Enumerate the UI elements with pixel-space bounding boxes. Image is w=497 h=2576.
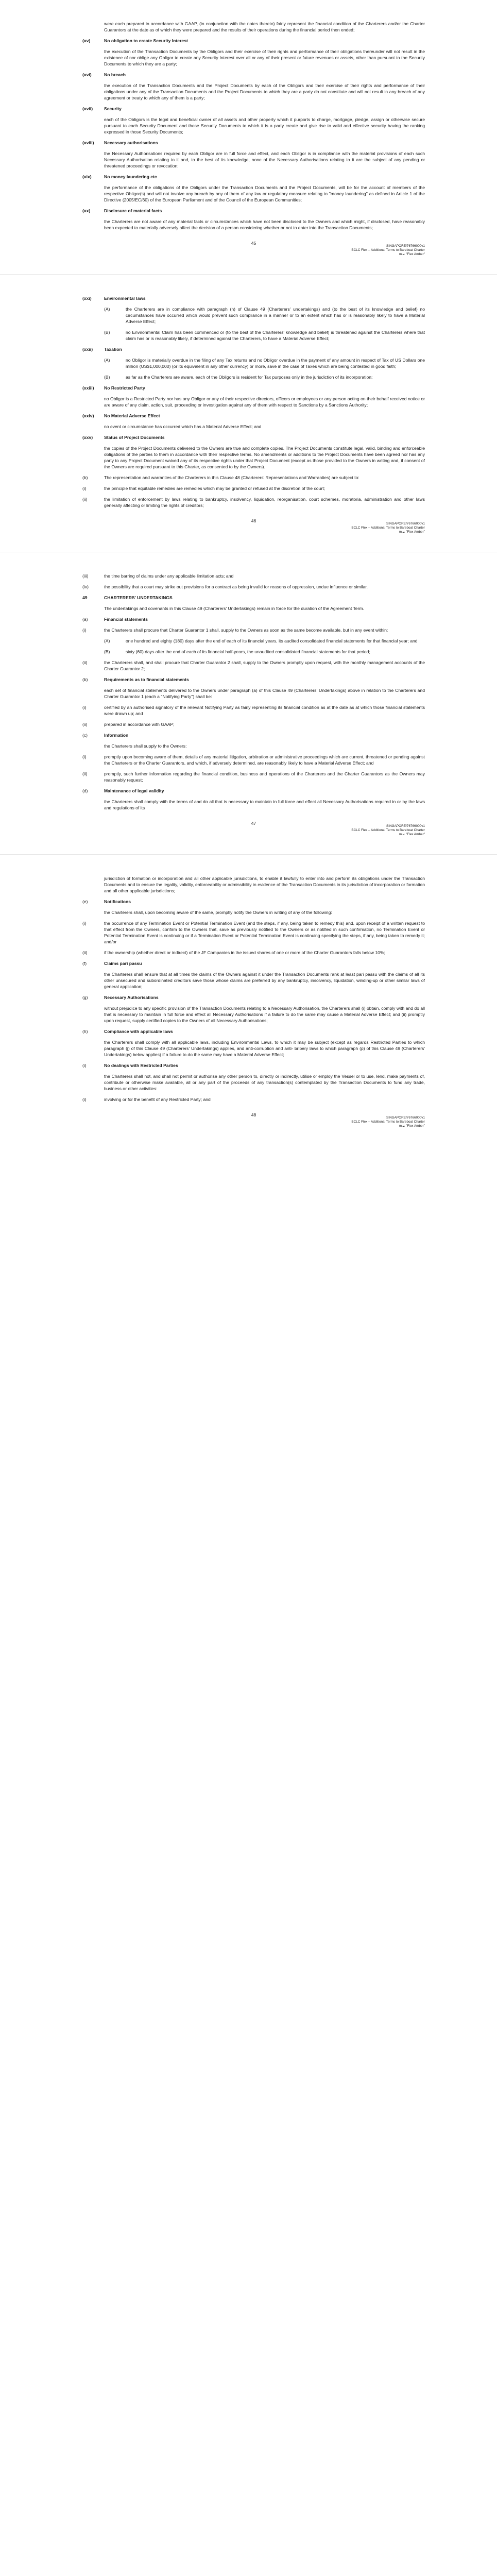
list-item bbox=[82, 704, 425, 717]
subclause-heading bbox=[82, 616, 425, 622]
page-number: 45 bbox=[251, 241, 256, 246]
sub-item bbox=[104, 329, 425, 342]
clause-heading bbox=[82, 38, 425, 44]
clause-number: (xxiii) bbox=[82, 385, 94, 391]
list-item bbox=[82, 920, 425, 945]
sub-item-text: as far as the Charterers are aware, each of the Obligors is resident for Tax purposes only in the jurisdiction of its incorporation; bbox=[126, 375, 373, 380]
sub-item-text: one hundred and eighty (180) days after the end of each of its financial years, its audited consolidated financial statements for that financial year; and bbox=[126, 638, 418, 643]
list-item-number: (ii) bbox=[82, 497, 88, 502]
reference-line: SINGAPORE/76766000v1 bbox=[386, 1116, 425, 1120]
subclause-title: Requirements as to financial statements bbox=[104, 677, 189, 682]
clause-heading bbox=[82, 385, 425, 391]
page-number: 46 bbox=[251, 518, 256, 523]
list-item bbox=[82, 496, 425, 509]
section-title: CHARTERERS' UNDERTAKINGS bbox=[104, 595, 173, 600]
reference-line: BCLC Flex – Additional Terms to Bareboat Charter bbox=[351, 828, 425, 832]
clause-title: Security bbox=[104, 106, 122, 111]
subclause-heading bbox=[82, 676, 425, 683]
list-item-number: (iv) bbox=[82, 584, 89, 589]
list-item-text: if the ownership (whether direct or indirect) of the JF Companies in the issued shares of one or more of the Charter Guarantors falls below 10%; bbox=[104, 950, 385, 955]
body-paragraph: the Charterers shall supply to the Owners: bbox=[104, 743, 187, 749]
page-number: 47 bbox=[251, 821, 256, 826]
subclause-heading bbox=[82, 732, 425, 738]
list-item bbox=[82, 950, 425, 956]
list-item-number: (i) bbox=[82, 754, 87, 759]
clause-number: (xxiv) bbox=[82, 413, 94, 418]
list-item-text: the possibility that a court may strike out provisions for a contract as being invalid for reasons of oppression, undue influence or similar. bbox=[104, 584, 368, 589]
clause-heading bbox=[82, 413, 425, 419]
subclause-letter: (g) bbox=[82, 995, 88, 1000]
document-page bbox=[0, 274, 497, 552]
subclause-letter: (f) bbox=[82, 961, 87, 966]
clause-heading bbox=[82, 434, 425, 440]
list-item-text: The representation and warranties of the Charterers in this Clause 48 (Charterers' Representations and Warranties) are subject to: bbox=[104, 475, 359, 480]
body-paragraph: the copies of the Project Documents delivered to the Owners are true and complete copies. The Project Documents constitute legal, valid, binding and enforceable obligations of the parties to them in accordance with their respective terms. No amendments or additions to the Project Documents have been agreed nor has any party to any Project Document waived any of its respective rights under that Project Document (except as those provided to the Owners in writing and, if consent of the Owners are required pursuant to this Charter, as consented to by the Owners). bbox=[104, 446, 425, 469]
list-item bbox=[82, 721, 425, 727]
subclause-letter: (d) bbox=[82, 788, 88, 793]
list-item bbox=[82, 771, 425, 783]
subclause-heading bbox=[82, 994, 425, 1001]
sub-item-number: (B) bbox=[104, 375, 110, 380]
subclause-title: Notifications bbox=[104, 899, 131, 904]
body-paragraph: jurisdiction of formation or incorporation and all other applicable jurisdictions, to enable it lawfully to enter into and perform its obligations under the Transaction Documents and to ensure the legality, validity, enforceability or admissibility in evidence of the Transaction Documents in its jurisdiction of incorporation or formation and all other applicable jurisdictions; bbox=[104, 876, 425, 893]
body-paragraph: were each prepared in accordance with GAAP, (in conjunction with the notes thereto) fairly represent the financial condition of the Charterers and/or the Charter Guarantors at the date as of which they were prepared and the results of their operations during the financial period then ended; bbox=[104, 21, 425, 32]
clause-title: Taxation bbox=[104, 347, 122, 352]
reference-line: BCLC Flex – Additional Terms to Bareboat Charter bbox=[351, 526, 425, 530]
list-item-text: the occurrence of any Termination Event or Potential Termination Event (and the steps, if any, being taken to remedy this) and, upon receipt of a written request to that effect from the Owners, confirm to the Owners that, save as previously notified to the Owners or as notified in such confirmation, no Termination Event or Potential Termination Event is continuing or if a Termination Event or Potential Termination Event is continuing specifying the steps, if any, being taken to remedy it; and/or bbox=[104, 921, 425, 944]
sub-item bbox=[104, 638, 425, 644]
sub-item-text: the Charterers are in compliance with paragraph (h) of Clause 49 (Charterers' undertakings) and (to the best of its knowledge and belief) no circumstances have occurred which would prevent such compliance in a manner or to an extent which has or is reasonably likely to have a Material Adverse Effect; bbox=[126, 307, 425, 324]
sub-item-text: sixty (60) days after the end of each of its financial half-years, the unaudited consolidated financial statements for that period; bbox=[126, 649, 370, 654]
clause-number: (xvii) bbox=[82, 106, 93, 111]
body-paragraph: the Charterers shall comply with all applicable laws, including Environmental Laws, to which it may be subject (except as regards Restricted Parties to which paragraph (j) of this Clause 49 (Charterers' Undertakings) applies, and anti-corruption and anti- bribery laws to which paragraph (p) of this Clause 49 (Charterers' Undertakings) below applies) if a failure to do the same may have a Material Adverse Effect; bbox=[104, 1040, 425, 1057]
list-item-number: (b) bbox=[82, 475, 88, 480]
list-item bbox=[82, 1096, 425, 1103]
list-item-number: (ii) bbox=[82, 722, 88, 727]
reference-line: m.v. "Flex Amber" bbox=[399, 252, 425, 256]
clause-heading bbox=[82, 346, 425, 352]
list-item-number: (ii) bbox=[82, 950, 88, 955]
body-paragraph: the Charterers shall not, and shall not permit or authorise any other person to, directly or indirectly, utilise or employ the Vessel or to use, lend, make payments of, contribute or otherwise make available, all or any part of the proceeds of any transaction(s) contemplated by the Transaction Documents to fund any trade, business or other activities: bbox=[104, 1074, 425, 1091]
subclause-title: No dealings with Restricted Parties bbox=[104, 1063, 178, 1068]
subclause-title: Necessary Authorisations bbox=[104, 995, 159, 1000]
list-item-text: the limitation of enforcement by laws relating to bankruptcy, insolvency, liquidation, reorganisation, court schemes, moratoria, administration and other laws generally affecting or limiting the rights of creditors; bbox=[104, 497, 425, 508]
clause-title: No Material Adverse Effect bbox=[104, 413, 160, 418]
clause-heading bbox=[82, 208, 425, 214]
clause-number: (xxv) bbox=[82, 435, 93, 440]
sub-item-number: (A) bbox=[104, 358, 110, 363]
list-item-number: (iii) bbox=[82, 573, 89, 579]
body-paragraph: each of the Obligors is the legal and beneficial owner of all assets and other property which it purports to charge, mortgage, pledge, assign or otherwise secure pursuant to each Security Document and those Security Documents to which it is a party create and give rise to valid and effective security having the ranking expressed in those Security Documents; bbox=[104, 117, 425, 134]
reference-line: SINGAPORE/76766000v1 bbox=[386, 824, 425, 828]
subclause-heading bbox=[82, 1028, 425, 1035]
body-paragraph: each set of financial statements delivered to the Owners under paragraph (a) of this Clause 49 (Charterers' Undertakings) above in relation to the Charterers and Charter Guarantor 1 (each a "Notifying Party") shall be: bbox=[104, 688, 425, 699]
subclause-letter: (a) bbox=[82, 617, 88, 622]
document-page bbox=[0, 0, 497, 274]
list-item-text: certified by an authorised signatory of the relevant Notifying Party as fairly representing its financial condition as at the date as at which those financial statements were drawn up; and bbox=[104, 705, 425, 716]
clause-heading bbox=[82, 140, 425, 146]
reference-line: SINGAPORE/76766000v1 bbox=[386, 522, 425, 526]
sub-item bbox=[104, 306, 425, 325]
body-paragraph: the performance of the obligations of the Obligors under the Transaction Documents and the Project Documents, will be for the account of members of the respective Obligor(s) and will not involve any breach by any of them of any law or regulatory measure relating to "money laundering" as defined in Article 1 of the Directive (2005/EC/60) of the European Parliament and of the Council of the European Communities; bbox=[104, 185, 425, 202]
reference-line: m.v. "Flex Amber" bbox=[399, 1124, 425, 1128]
list-item-text: involving or for the benefit of any Restricted Party; and bbox=[104, 1097, 211, 1102]
list-item bbox=[82, 627, 425, 633]
reference-line: BCLC Flex – Additional Terms to Bareboat Charter bbox=[351, 248, 425, 252]
clause-title: Environmental laws bbox=[104, 296, 146, 301]
list-item-number: (i) bbox=[82, 628, 87, 633]
clause-title: No obligation to create Security Interest bbox=[104, 38, 188, 43]
body-paragraph: without prejudice to any specific provision of the Transaction Documents relating to a Necessary Authorisation, the Charterers shall (i) obtain, comply with and do all that is necessary to maintain in full force and effect all Necessary Authorisations if a failure to do the same may cause a Material Adverse Effect; and (ii) promptly upon request, supply certified copies to the Owners of all Necessary Authorisations; bbox=[104, 1006, 425, 1023]
document-reference bbox=[351, 824, 425, 837]
subclause-title: Maintenance of legal validity bbox=[104, 788, 164, 793]
list-item bbox=[82, 573, 425, 579]
document-page bbox=[0, 552, 497, 854]
document bbox=[0, 0, 497, 1146]
reference-line: BCLC Flex – Additional Terms to Bareboat Charter bbox=[351, 1120, 425, 1124]
list-item-number: (i) bbox=[82, 705, 87, 710]
reference-line: SINGAPORE/76766000v1 bbox=[386, 244, 425, 248]
clause-number: (xx) bbox=[82, 208, 91, 213]
clause-heading bbox=[82, 106, 425, 112]
page-footer bbox=[82, 820, 425, 839]
document-reference bbox=[351, 1116, 425, 1128]
clause-title: No money laundering etc bbox=[104, 174, 157, 179]
clause-title: No Restricted Party bbox=[104, 385, 145, 391]
reference-line: m.v. "Flex Amber" bbox=[399, 530, 425, 534]
subclause-letter: (e) bbox=[82, 899, 88, 904]
clause-heading bbox=[82, 295, 425, 301]
clause-number: (xxi) bbox=[82, 296, 92, 301]
list-item-number: (ii) bbox=[82, 771, 88, 776]
sub-item-number: (B) bbox=[104, 330, 110, 335]
clause-title: No breach bbox=[104, 72, 126, 77]
body-paragraph: the Necessary Authorisations required by each Obligor are in full force and effect, and each Obligor is in compliance with the material provisions of each such Necessary Authorisation relating to it and, to the best of its knowledge, none of the Necessary Authorisations relating to it are the subject of any pending or threatened proceedings or revocation; bbox=[104, 151, 425, 168]
subclause-heading bbox=[82, 899, 425, 905]
list-item bbox=[82, 584, 425, 590]
reference-line: m.v. "Flex Amber" bbox=[399, 833, 425, 836]
body-paragraph: the Charterers shall, upon becoming aware of the same, promptly notify the Owners in writing of any of the following: bbox=[104, 910, 332, 915]
body-paragraph: the Charterers are not aware of any material facts or circumstances which have not been disclosed to the Owners and which might, if disclosed, have reasonably been expected to materially adversely affect the decision of a person considering whether or not to enter into the Transaction Documents; bbox=[104, 219, 425, 230]
subclause-heading bbox=[82, 960, 425, 967]
subclause-title: Claims pari passu bbox=[104, 961, 142, 966]
list-item-text: prepared in accordance with GAAP; bbox=[104, 722, 175, 727]
subclause-letter: (c) bbox=[82, 733, 88, 738]
list-item-text: the Charterers shall, and shall procure that Charter Guarantor 2 shall, supply to the Owners promptly upon request, with the monthly management accounts of the Charter Guarantor 2; bbox=[104, 660, 425, 671]
page-footer bbox=[82, 518, 425, 536]
document-page bbox=[0, 854, 497, 1146]
clause-title: Necessary authorisations bbox=[104, 140, 158, 145]
list-item-number: (i) bbox=[82, 921, 87, 926]
subclause-heading bbox=[82, 1062, 425, 1069]
subclause-title: Compliance with applicable laws bbox=[104, 1029, 173, 1034]
list-item-text: promptly, such further information regarding the financial condition, business and operations of the Charterers and the Charter Guarantors as the Owners may reasonably request; bbox=[104, 771, 425, 783]
list-item-text: the Charterers shall procure that Charter Guarantor 1 shall, supply to the Owners as soon as the same become available, but in any event within: bbox=[104, 628, 388, 633]
subclause-letter: (i) bbox=[82, 1063, 87, 1068]
body-paragraph: the Charterers shall comply with the terms of and do all that is necessary to maintain in full force and effect all Necessary Authorisations required in or by the laws and regulations of its bbox=[104, 799, 425, 810]
body-paragraph: the Charterers shall ensure that at all times the claims of the Owners against it under the Transaction Documents rank at least pari passu with the claims of all its other unsecured and subordinated creditors save those whose claims are preferred by any bankruptcy, insolvency, liquidation, winding-up or other similar laws of general application; bbox=[104, 972, 425, 989]
document-reference bbox=[351, 522, 425, 534]
list-item-text: the time barring of claims under any applicable limitation acts; and bbox=[104, 573, 234, 579]
clause-number: (xviii) bbox=[82, 140, 94, 145]
list-item-text: the principle that equitable remedies are remedies which may be granted or refused at the discretion of the court; bbox=[104, 486, 325, 491]
sub-item bbox=[104, 357, 425, 369]
list-item bbox=[82, 485, 425, 492]
body-paragraph: The undertakings and covenants in this Clause 49 (Charterers' Undertakings) remain in force for the duration of the Agreement Term. bbox=[104, 606, 364, 611]
clause-heading bbox=[82, 72, 425, 78]
clause-number: (xix) bbox=[82, 174, 92, 179]
body-paragraph: the execution of the Transaction Documents and the Project Documents by each of the Obligors and their exercise of their rights and performance of their obligations under any of the Transaction Documents and the Project Documents to which they are a party do not constitute and will not result in any breach of any agreement or treaty to which any of them is a party; bbox=[104, 83, 425, 100]
clause-heading bbox=[82, 174, 425, 180]
sub-item-text: no Environmental Claim has been commenced or (to the best of the Charterers' knowledge and belief) is threatened against the Charterers where that claim has or is reasonably likely, if determined against the Charterers, to have a Material Adverse Effect; bbox=[126, 330, 425, 341]
sub-item bbox=[104, 649, 425, 655]
page-footer bbox=[82, 1112, 425, 1130]
subclause-heading bbox=[82, 788, 425, 794]
list-item-number: (i) bbox=[82, 1097, 87, 1102]
list-item-number: (i) bbox=[82, 486, 87, 491]
list-item-number: (ii) bbox=[82, 660, 88, 665]
subclause-title: Financial statements bbox=[104, 617, 148, 622]
subclause-letter: (h) bbox=[82, 1029, 88, 1034]
list-item bbox=[82, 659, 425, 672]
list-item-text: promptly upon becoming aware of them, details of any material litigation, arbitration or administrative proceedings which are current, threatened or pending against the Charterers or the Charter Guarantors, and which, if adversely determined, are reasonably likely to have a Material Adverse Effect; and bbox=[104, 754, 425, 766]
subclause-title: Information bbox=[104, 733, 129, 738]
list-item bbox=[82, 754, 425, 766]
section-heading bbox=[82, 595, 425, 601]
body-paragraph: no event or circumstance has occurred which has a Material Adverse Effect; and bbox=[104, 424, 262, 429]
document-reference bbox=[351, 244, 425, 257]
subclause-letter: (b) bbox=[82, 677, 88, 682]
page-number: 48 bbox=[251, 1112, 256, 1117]
sub-item-number: (B) bbox=[104, 649, 110, 654]
sub-item bbox=[104, 374, 425, 380]
page-footer bbox=[82, 240, 425, 259]
body-paragraph: no Obligor is a Restricted Party nor has any Obligor or any of their respective directors, officers or employees or any person acting on their behalf received notice or are aware of any claim, action, suit, proceeding or investigation against any of them with respect to Sanctions by a Sanctions Authority; bbox=[104, 396, 425, 408]
body-paragraph: the execution of the Transaction Documents by the Obligors and their exercise of their rights and performance of their obligations thereunder will not result in the existence of nor oblige any Obligor to create any Security Interest over all or any of their present or future revenues or assets, other than pursuant to the Security Documents to which they are a party; bbox=[104, 49, 425, 66]
clause-title: Disclosure of material facts bbox=[104, 208, 162, 213]
sub-item-number: (A) bbox=[104, 638, 110, 643]
list-item bbox=[82, 474, 425, 481]
sub-item-text: no Obligor is materially overdue in the filing of any Tax returns and no Obligor overdue in the payment of any amount in respect of Tax of US Dollars one million (US$1,000,000) (or its equivalent in any other currency) or more, save in the case of Taxes which are being contested in good faith; bbox=[126, 358, 425, 369]
clause-number: (xxii) bbox=[82, 347, 93, 352]
clause-title: Status of Project Documents bbox=[104, 435, 165, 440]
clause-number: (xvi) bbox=[82, 72, 92, 77]
sub-item-number: (A) bbox=[104, 307, 110, 312]
section-number: 49 bbox=[82, 595, 88, 600]
clause-number: (xv) bbox=[82, 38, 91, 43]
